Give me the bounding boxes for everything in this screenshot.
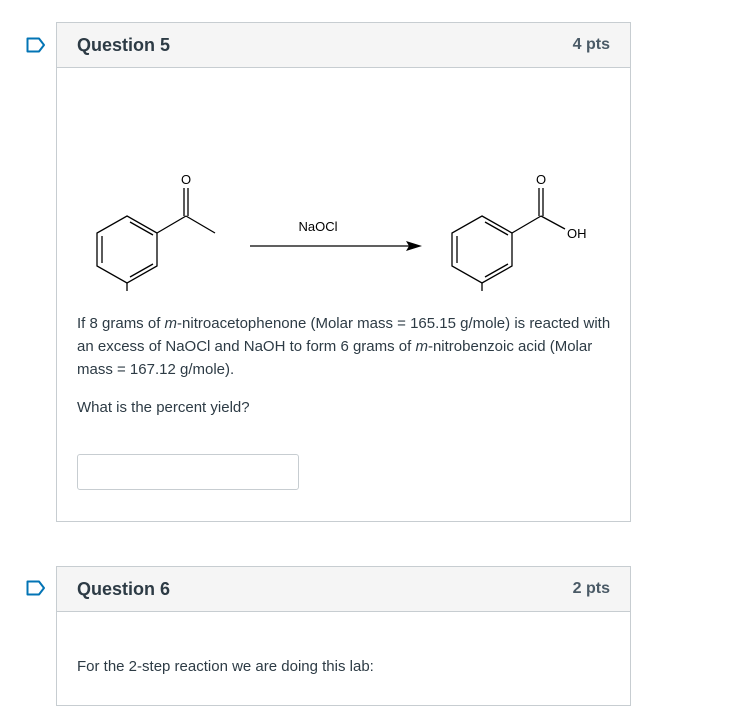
product-structure <box>452 188 565 291</box>
question-5-prompt: What is the percent yield? <box>77 399 250 416</box>
product-carbonyl-o: O <box>535 172 547 187</box>
reactant-structure <box>97 188 215 291</box>
question-5-card <box>56 22 631 522</box>
question-5-points: 4 pts <box>572 36 610 53</box>
product-oh-label: OH <box>567 226 587 241</box>
question-5-header <box>57 23 630 68</box>
question-6-card <box>56 566 631 706</box>
question-6-points: 2 pts <box>572 580 610 597</box>
reaction-arrow <box>250 241 422 251</box>
reaction-scheme <box>77 116 612 291</box>
reactant-carbonyl-o: O <box>180 172 192 187</box>
answer-input[interactable] <box>77 454 299 490</box>
question-5-paragraph: If 8 grams of m-nitroacetophenone (Molar mass = 165.15 g/mole) is reacted with an excess of NaOCl and NaOH to form 6 grams of m-nitrobenzoic acid (Molar mass = 167.12 g/mole). <box>77 315 611 378</box>
question-6-header <box>57 567 630 612</box>
question-6-intro: For the 2-step reaction we are doing this lab: <box>77 658 374 675</box>
reagent-label: NaOCl <box>298 219 338 234</box>
question-6-title: Question 6 <box>77 578 171 599</box>
question-6-flag-icon[interactable] <box>26 580 46 596</box>
question-5-flag-icon[interactable] <box>26 37 46 53</box>
question-5-title: Question 5 <box>77 34 171 55</box>
